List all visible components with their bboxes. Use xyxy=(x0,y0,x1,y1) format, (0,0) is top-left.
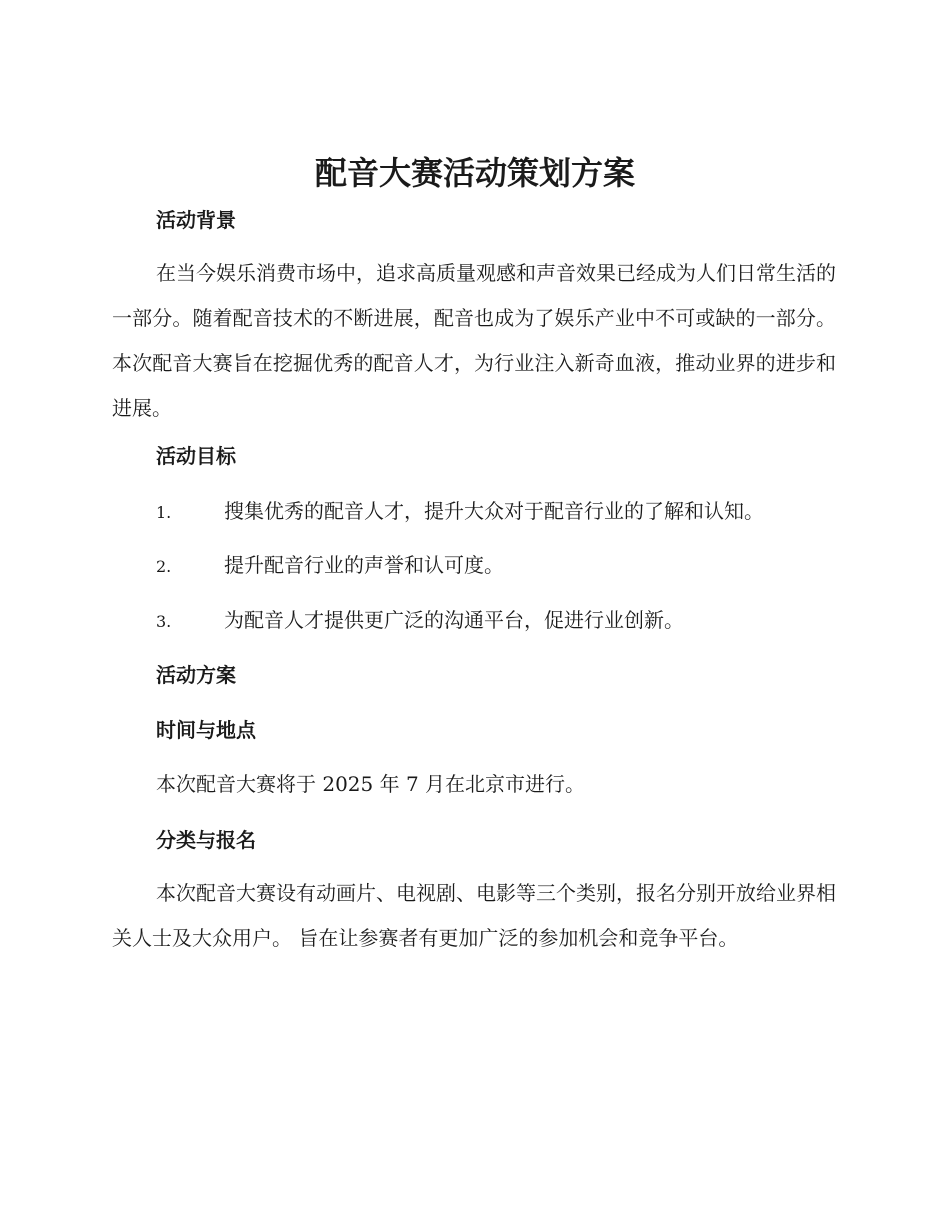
list-number: 3. xyxy=(156,612,172,631)
heading-categories: 分类与报名 xyxy=(156,828,256,852)
list-number: 1. xyxy=(156,503,172,522)
goal-list-item-2 xyxy=(156,551,836,581)
paragraph-background: 在当今娱乐消费市场中，追求高质量观感和声音效果已经成为人们日常生活的一部分。随着配音技术的不断进展，配音也成为了娱乐产业中不可或缺的一部分。 本次配音大赛旨在挖掘优秀的配音人才，为行业注入新奇血液，推动业界的进步和进展。 xyxy=(112,261,836,420)
heading-plan: 活动方案 xyxy=(156,663,236,687)
goal-list-item-3 xyxy=(156,606,836,636)
list-text: 提升配音行业的声誉和认可度。 xyxy=(224,553,504,577)
heading-time-place: 时间与地点 xyxy=(156,718,256,742)
paragraph-categories: 本次配音大赛设有动画片、电视剧、电影等三个类别，报名分别开放给业界相关人士及大众用户。 旨在让参赛者有更加广泛的参加机会和竞争平台。 xyxy=(112,881,836,950)
goal-list-item-1 xyxy=(156,497,836,527)
document-title: 配音大赛活动策划方案 xyxy=(314,154,635,192)
heading-background: 活动背景 xyxy=(156,208,236,232)
paragraph-time-place: 本次配音大赛将于 2025 年 7 月在北京市进行。 xyxy=(156,772,586,796)
list-number: 2. xyxy=(156,557,172,576)
list-text: 为配音人才提供更广泛的沟通平台，促进行业创新。 xyxy=(224,608,684,632)
list-text: 搜集优秀的配音人才，提升大众对于配音行业的了解和认知。 xyxy=(224,499,764,523)
heading-goals: 活动目标 xyxy=(156,444,236,468)
